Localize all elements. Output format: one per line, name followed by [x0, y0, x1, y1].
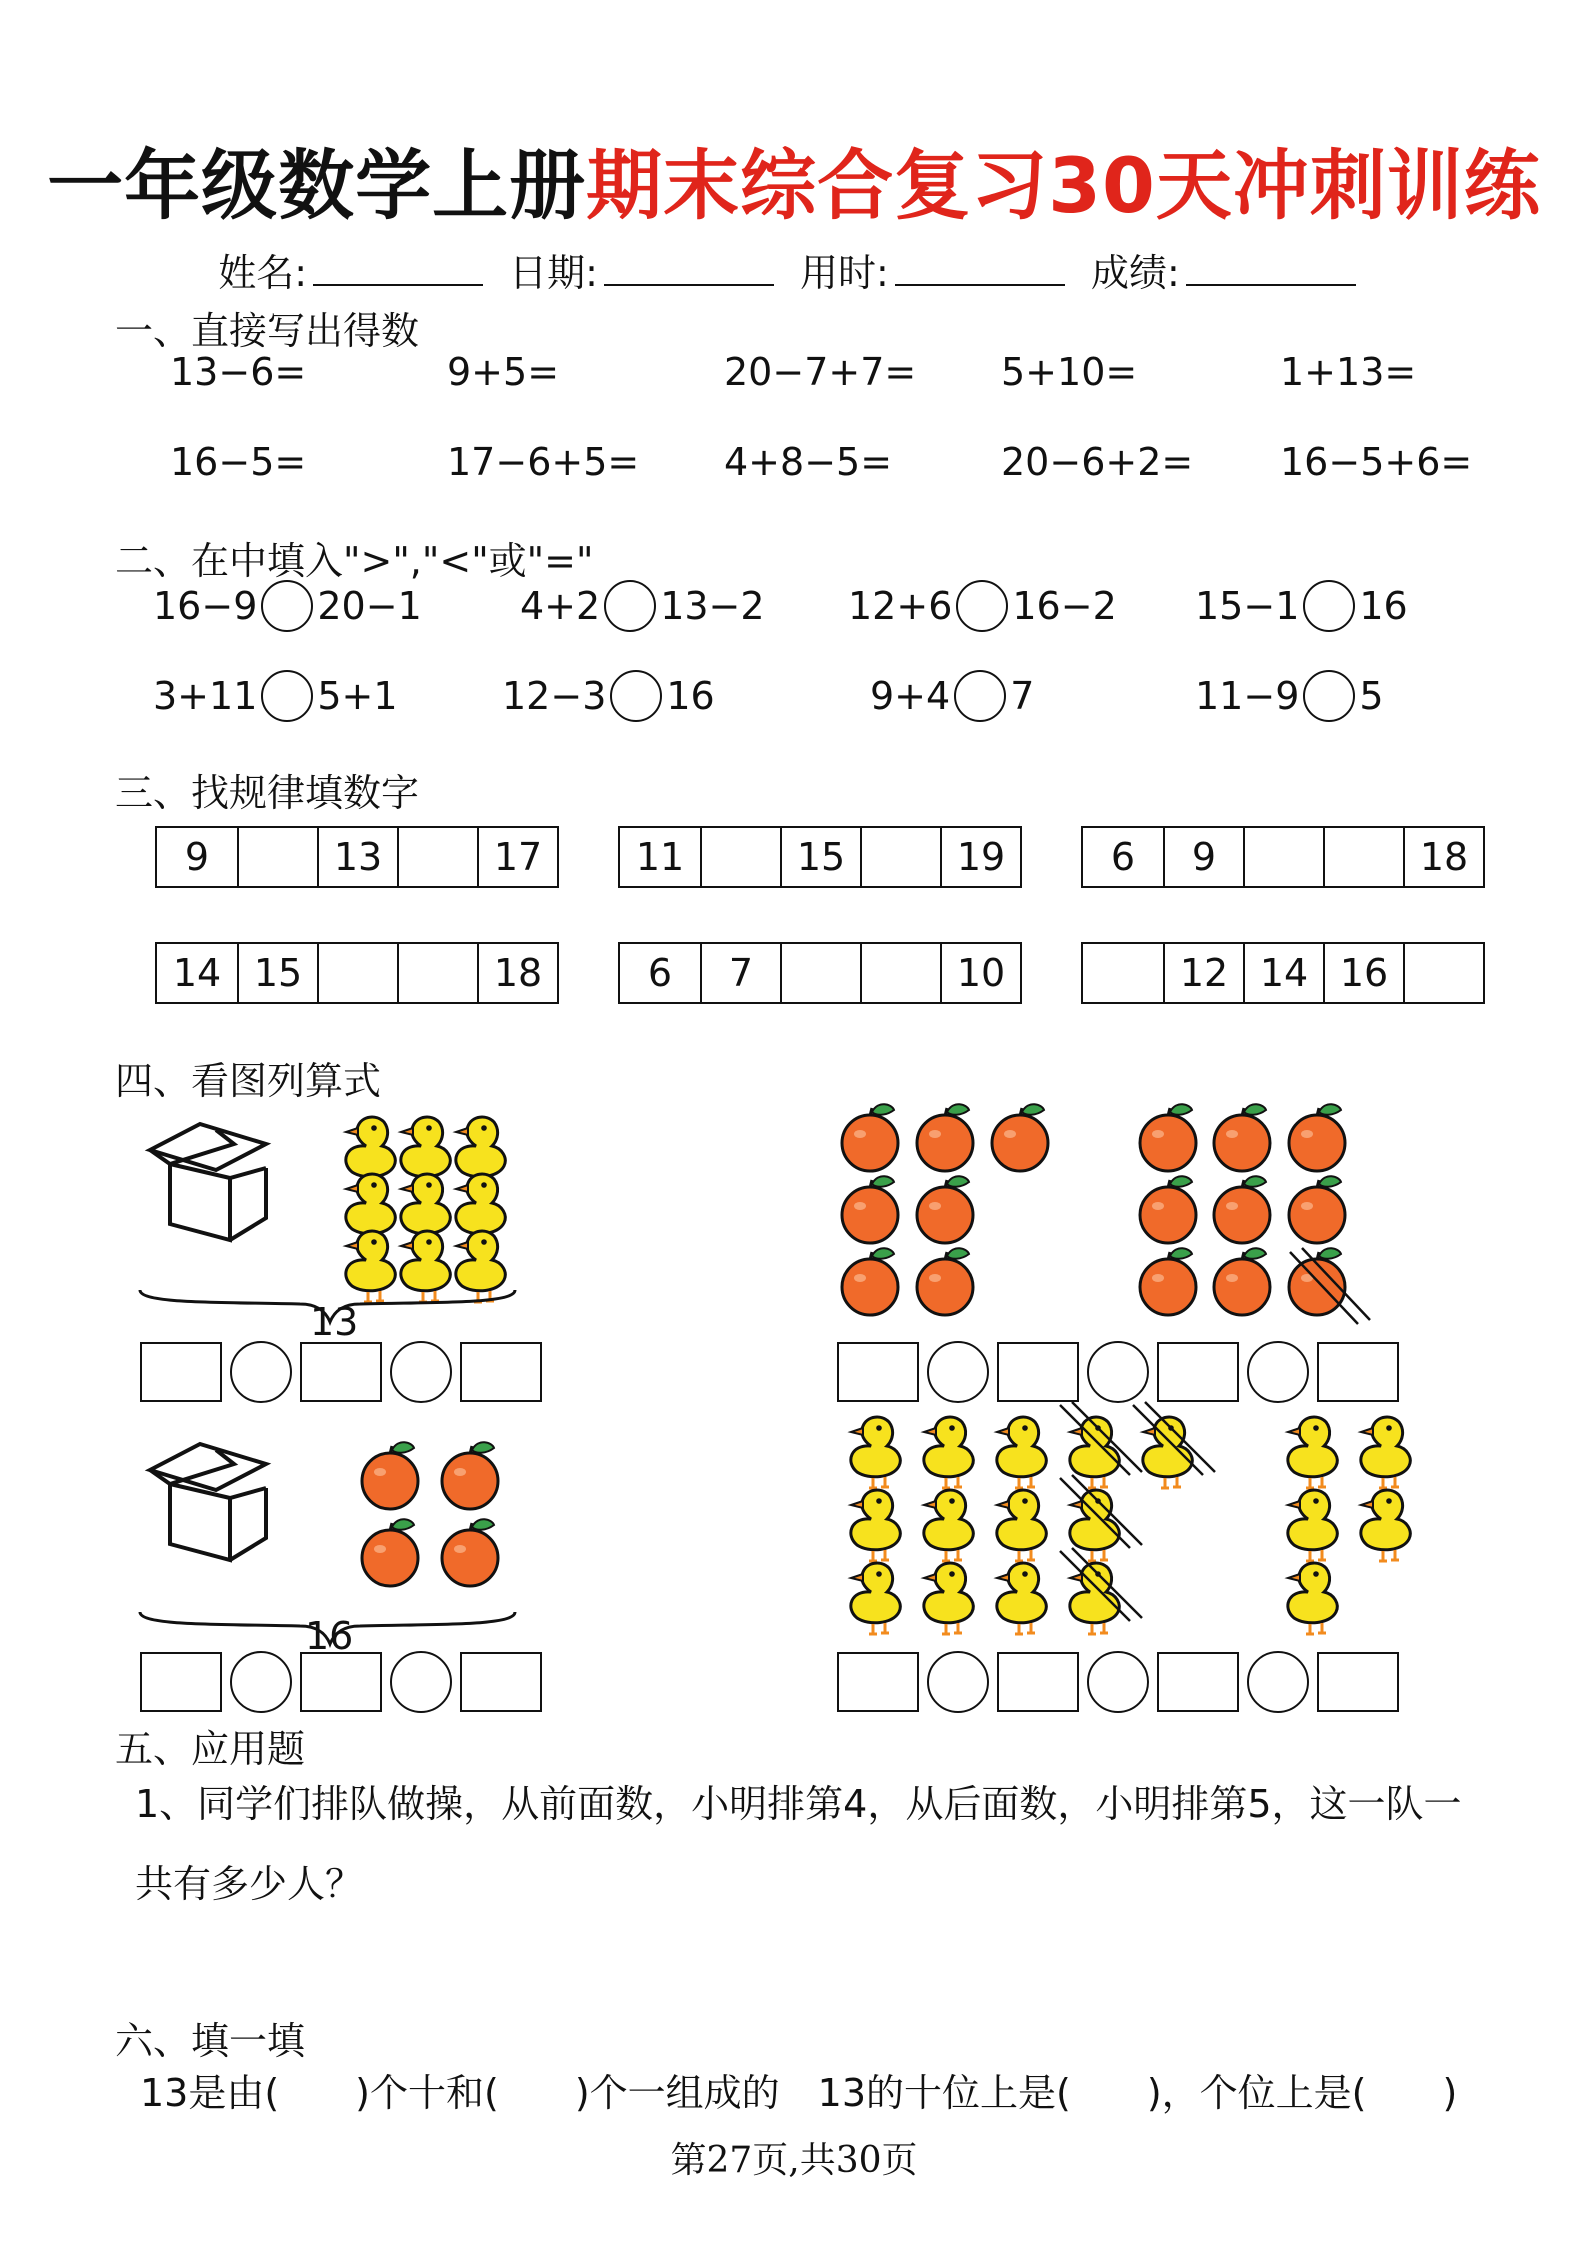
- compare-right: 5: [1359, 674, 1384, 718]
- sequence-cell[interactable]: [860, 828, 940, 886]
- compare-item: [848, 580, 1117, 632]
- section-1-title: 一、直接写出得数: [115, 309, 420, 353]
- compare-circle[interactable]: [610, 670, 662, 722]
- sequence-cell[interactable]: 14: [1243, 944, 1323, 1002]
- compare-left: 3+11: [153, 674, 258, 718]
- chick-icon: [1288, 1417, 1337, 1488]
- sequence-cell[interactable]: [397, 944, 477, 1002]
- chick-icon: [1070, 1490, 1119, 1561]
- orange-icon: [1214, 1248, 1270, 1315]
- sequence-cell[interactable]: 18: [477, 944, 557, 1002]
- chick-icon: [401, 1231, 450, 1302]
- chick-icon: [346, 1231, 395, 1302]
- sequence-cell[interactable]: 19: [940, 828, 1020, 886]
- answer-row: [837, 1341, 1399, 1403]
- sequence-box: [1081, 826, 1485, 888]
- calc-item: 20−6+2=: [1001, 440, 1194, 484]
- answer-box[interactable]: [300, 1342, 382, 1402]
- sequence-cell[interactable]: 9: [1163, 828, 1243, 886]
- sequence-cell[interactable]: 15: [780, 828, 860, 886]
- compare-left: 15−1: [1195, 584, 1300, 628]
- orange-icon: [842, 1248, 898, 1315]
- chick-icon: [1361, 1417, 1410, 1488]
- chick-icon: [997, 1563, 1046, 1634]
- word-problem-line: 1、同学们排队做操，从前面数，小明排第4，从后面数，小明排第5，这一队一: [135, 1782, 1462, 1826]
- section-5-title: 五、应用题: [115, 1727, 306, 1771]
- orange-icon: [1140, 1176, 1196, 1243]
- time-blank[interactable]: [895, 254, 1065, 286]
- sequence-cell[interactable]: 10: [940, 944, 1020, 1002]
- orange-icon: [917, 1176, 973, 1243]
- calc-item: 16−5+6=: [1280, 440, 1473, 484]
- calc-item: 4+8−5=: [724, 440, 893, 484]
- compare-circle[interactable]: [604, 580, 656, 632]
- chick-icon: [1070, 1563, 1119, 1634]
- compare-item: [153, 670, 398, 722]
- orange-icon: [917, 1248, 973, 1315]
- picture-box-oranges: [0, 1420, 780, 1640]
- title-highlight: 期末综合复习30天冲刺训练: [586, 141, 1541, 230]
- compare-item: [870, 670, 1034, 722]
- answer-row: [837, 1651, 1399, 1713]
- name-blank[interactable]: [313, 254, 483, 286]
- orange-icon: [1140, 1104, 1196, 1171]
- compare-item: [520, 580, 765, 632]
- fill-in-sentence: 13是由( )个十和( )个一组成的 13的十位上是( )，个位上是( ): [140, 2071, 1458, 2115]
- orange-icon: [842, 1176, 898, 1243]
- orange-icon: [442, 1442, 498, 1509]
- orange-icon: [362, 1519, 418, 1586]
- compare-circle[interactable]: [954, 670, 1006, 722]
- calc-item: 13−6=: [170, 350, 307, 394]
- calc-item: 20−7+7=: [724, 350, 917, 394]
- section-3-title: 三、找规律填数字: [115, 771, 420, 815]
- sequence-box: [155, 942, 559, 1004]
- section-4-title: 四、看图列算式: [115, 1059, 382, 1103]
- chick-icon: [1361, 1490, 1410, 1561]
- operator-circle[interactable]: [1247, 1341, 1309, 1403]
- chick-icon: [997, 1490, 1046, 1561]
- word-problem-line: 共有多少人？: [135, 1862, 364, 1906]
- compare-right: 5+1: [317, 674, 398, 718]
- operator-circle[interactable]: [927, 1341, 989, 1403]
- chick-icon: [456, 1231, 505, 1302]
- sequence-cell[interactable]: [397, 828, 477, 886]
- calc-item: 16−5=: [170, 440, 307, 484]
- compare-right: 13−2: [660, 584, 765, 628]
- total-label: 16: [305, 1614, 354, 1658]
- chick-icon: [851, 1490, 900, 1561]
- answer-box[interactable]: [1157, 1652, 1239, 1712]
- orange-icon: [442, 1519, 498, 1586]
- student-info-row: [0, 242, 1588, 297]
- operator-circle[interactable]: [230, 1651, 292, 1713]
- sequence-cell[interactable]: 18: [1403, 828, 1483, 886]
- answer-box[interactable]: [837, 1342, 919, 1402]
- compare-left: 16−9: [153, 584, 258, 628]
- sequence-cell[interactable]: 13: [317, 828, 397, 886]
- chick-icon: [997, 1417, 1046, 1488]
- compare-right: 20−1: [317, 584, 422, 628]
- compare-item: [502, 670, 715, 722]
- operator-circle[interactable]: [1087, 1651, 1149, 1713]
- sequence-cell[interactable]: [1323, 828, 1403, 886]
- sequence-box: [618, 826, 1022, 888]
- chick-icon: [851, 1417, 900, 1488]
- answer-box[interactable]: [837, 1652, 919, 1712]
- compare-item: [1195, 670, 1384, 722]
- orange-icon: [842, 1104, 898, 1171]
- chick-icon: [924, 1490, 973, 1561]
- chick-icon: [924, 1417, 973, 1488]
- operator-circle[interactable]: [1247, 1651, 1309, 1713]
- sequence-cell[interactable]: [780, 944, 860, 1002]
- operator-circle[interactable]: [230, 1341, 292, 1403]
- sequence-box: [155, 826, 559, 888]
- answer-box[interactable]: [300, 1652, 382, 1712]
- answer-box[interactable]: [1317, 1342, 1399, 1402]
- sequence-cell[interactable]: 12: [1163, 944, 1243, 1002]
- score-blank[interactable]: [1186, 254, 1356, 286]
- sequence-cell[interactable]: [317, 944, 397, 1002]
- answer-row: [140, 1341, 542, 1403]
- sequence-cell[interactable]: [700, 828, 780, 886]
- operator-circle[interactable]: [927, 1651, 989, 1713]
- answer-box[interactable]: [460, 1342, 542, 1402]
- picture-chicks-crossed: [780, 1410, 1480, 1650]
- chick-icon: [1070, 1417, 1119, 1488]
- compare-left: 11−9: [1195, 674, 1300, 718]
- orange-icon: [1214, 1104, 1270, 1171]
- sequence-cell[interactable]: 16: [1323, 944, 1403, 1002]
- section-6-title: 六、填一填: [115, 2019, 306, 2063]
- orange-icon: [917, 1104, 973, 1171]
- compare-item: [1195, 580, 1408, 632]
- score-label: 成绩:: [1090, 251, 1180, 295]
- sequence-cell[interactable]: 14: [172, 951, 222, 995]
- compare-right: 16−2: [1012, 584, 1117, 628]
- sequence-cell[interactable]: [237, 828, 317, 886]
- calc-item: 9+5=: [447, 350, 560, 394]
- box-icon: [150, 1444, 266, 1560]
- compare-right: 16: [666, 674, 715, 718]
- compare-left: 4+2: [520, 584, 601, 628]
- sequence-cell[interactable]: 15: [237, 944, 317, 1002]
- calc-item: 1+13=: [1280, 350, 1417, 394]
- compare-circle[interactable]: [956, 580, 1008, 632]
- calc-item: 17−6+5=: [447, 440, 640, 484]
- compare-left: 12+6: [848, 584, 953, 628]
- section-2-title: 二、在中填入">","<"或"=": [115, 539, 594, 583]
- picture-box-chicks: [0, 1090, 780, 1350]
- operator-circle[interactable]: [1087, 1341, 1149, 1403]
- picture-oranges: [780, 1100, 1400, 1340]
- compare-left: 9+4: [870, 674, 951, 718]
- chick-icon: [851, 1563, 900, 1634]
- answer-box[interactable]: [140, 1652, 222, 1712]
- compare-circle[interactable]: [1303, 670, 1355, 722]
- compare-left: 12−3: [502, 674, 607, 718]
- orange-icon: [1214, 1176, 1270, 1243]
- compare-circle[interactable]: [261, 580, 313, 632]
- sequence-cell[interactable]: [860, 944, 940, 1002]
- sequence-cell[interactable]: [1403, 944, 1483, 1002]
- answer-row: [140, 1651, 542, 1713]
- sequence-cell[interactable]: [1083, 944, 1163, 1002]
- sequence-cell[interactable]: 6: [647, 951, 673, 995]
- compare-circle[interactable]: [261, 670, 313, 722]
- compare-right: 7: [1010, 674, 1035, 718]
- title-main: 一年级数学上册: [47, 141, 587, 230]
- compare-item: [153, 580, 422, 632]
- sequence-box: [1081, 942, 1485, 1004]
- orange-icon: [992, 1104, 1048, 1171]
- compare-circle[interactable]: [1303, 580, 1355, 632]
- sequence-cell[interactable]: 7: [700, 944, 780, 1002]
- orange-icon: [1289, 1104, 1345, 1171]
- page-footer: 第27页,共30页: [670, 2140, 918, 2181]
- answer-box[interactable]: [460, 1652, 542, 1712]
- name-label: 姓名:: [218, 251, 308, 295]
- orange-icon: [362, 1442, 418, 1509]
- compare-right: 16: [1359, 584, 1408, 628]
- box-icon: [150, 1124, 266, 1240]
- answer-box[interactable]: [997, 1342, 1079, 1402]
- date-label: 日期:: [509, 251, 598, 295]
- operator-circle[interactable]: [390, 1341, 452, 1403]
- sequence-cell[interactable]: 11: [635, 835, 685, 879]
- calc-item: 5+10=: [1001, 350, 1138, 394]
- time-label: 用时:: [800, 251, 889, 295]
- sequence-cell[interactable]: 6: [1110, 835, 1136, 879]
- answer-box[interactable]: [140, 1342, 222, 1402]
- page-title: [0, 125, 1588, 234]
- answer-box[interactable]: [997, 1652, 1079, 1712]
- sequence-cell[interactable]: 9: [184, 835, 210, 879]
- sequence-cell[interactable]: 17: [477, 828, 557, 886]
- orange-icon: [1289, 1176, 1345, 1243]
- operator-circle[interactable]: [390, 1651, 452, 1713]
- chick-icon: [1288, 1490, 1337, 1561]
- chick-icon: [1288, 1563, 1337, 1634]
- chick-icon: [1143, 1417, 1192, 1488]
- orange-icon: [1140, 1248, 1196, 1315]
- sequence-box: [618, 942, 1022, 1004]
- answer-box[interactable]: [1157, 1342, 1239, 1402]
- answer-box[interactable]: [1317, 1652, 1399, 1712]
- sequence-cell[interactable]: [1243, 828, 1323, 886]
- date-blank[interactable]: [604, 254, 774, 286]
- total-label: 13: [310, 1300, 359, 1344]
- chick-icon: [924, 1563, 973, 1634]
